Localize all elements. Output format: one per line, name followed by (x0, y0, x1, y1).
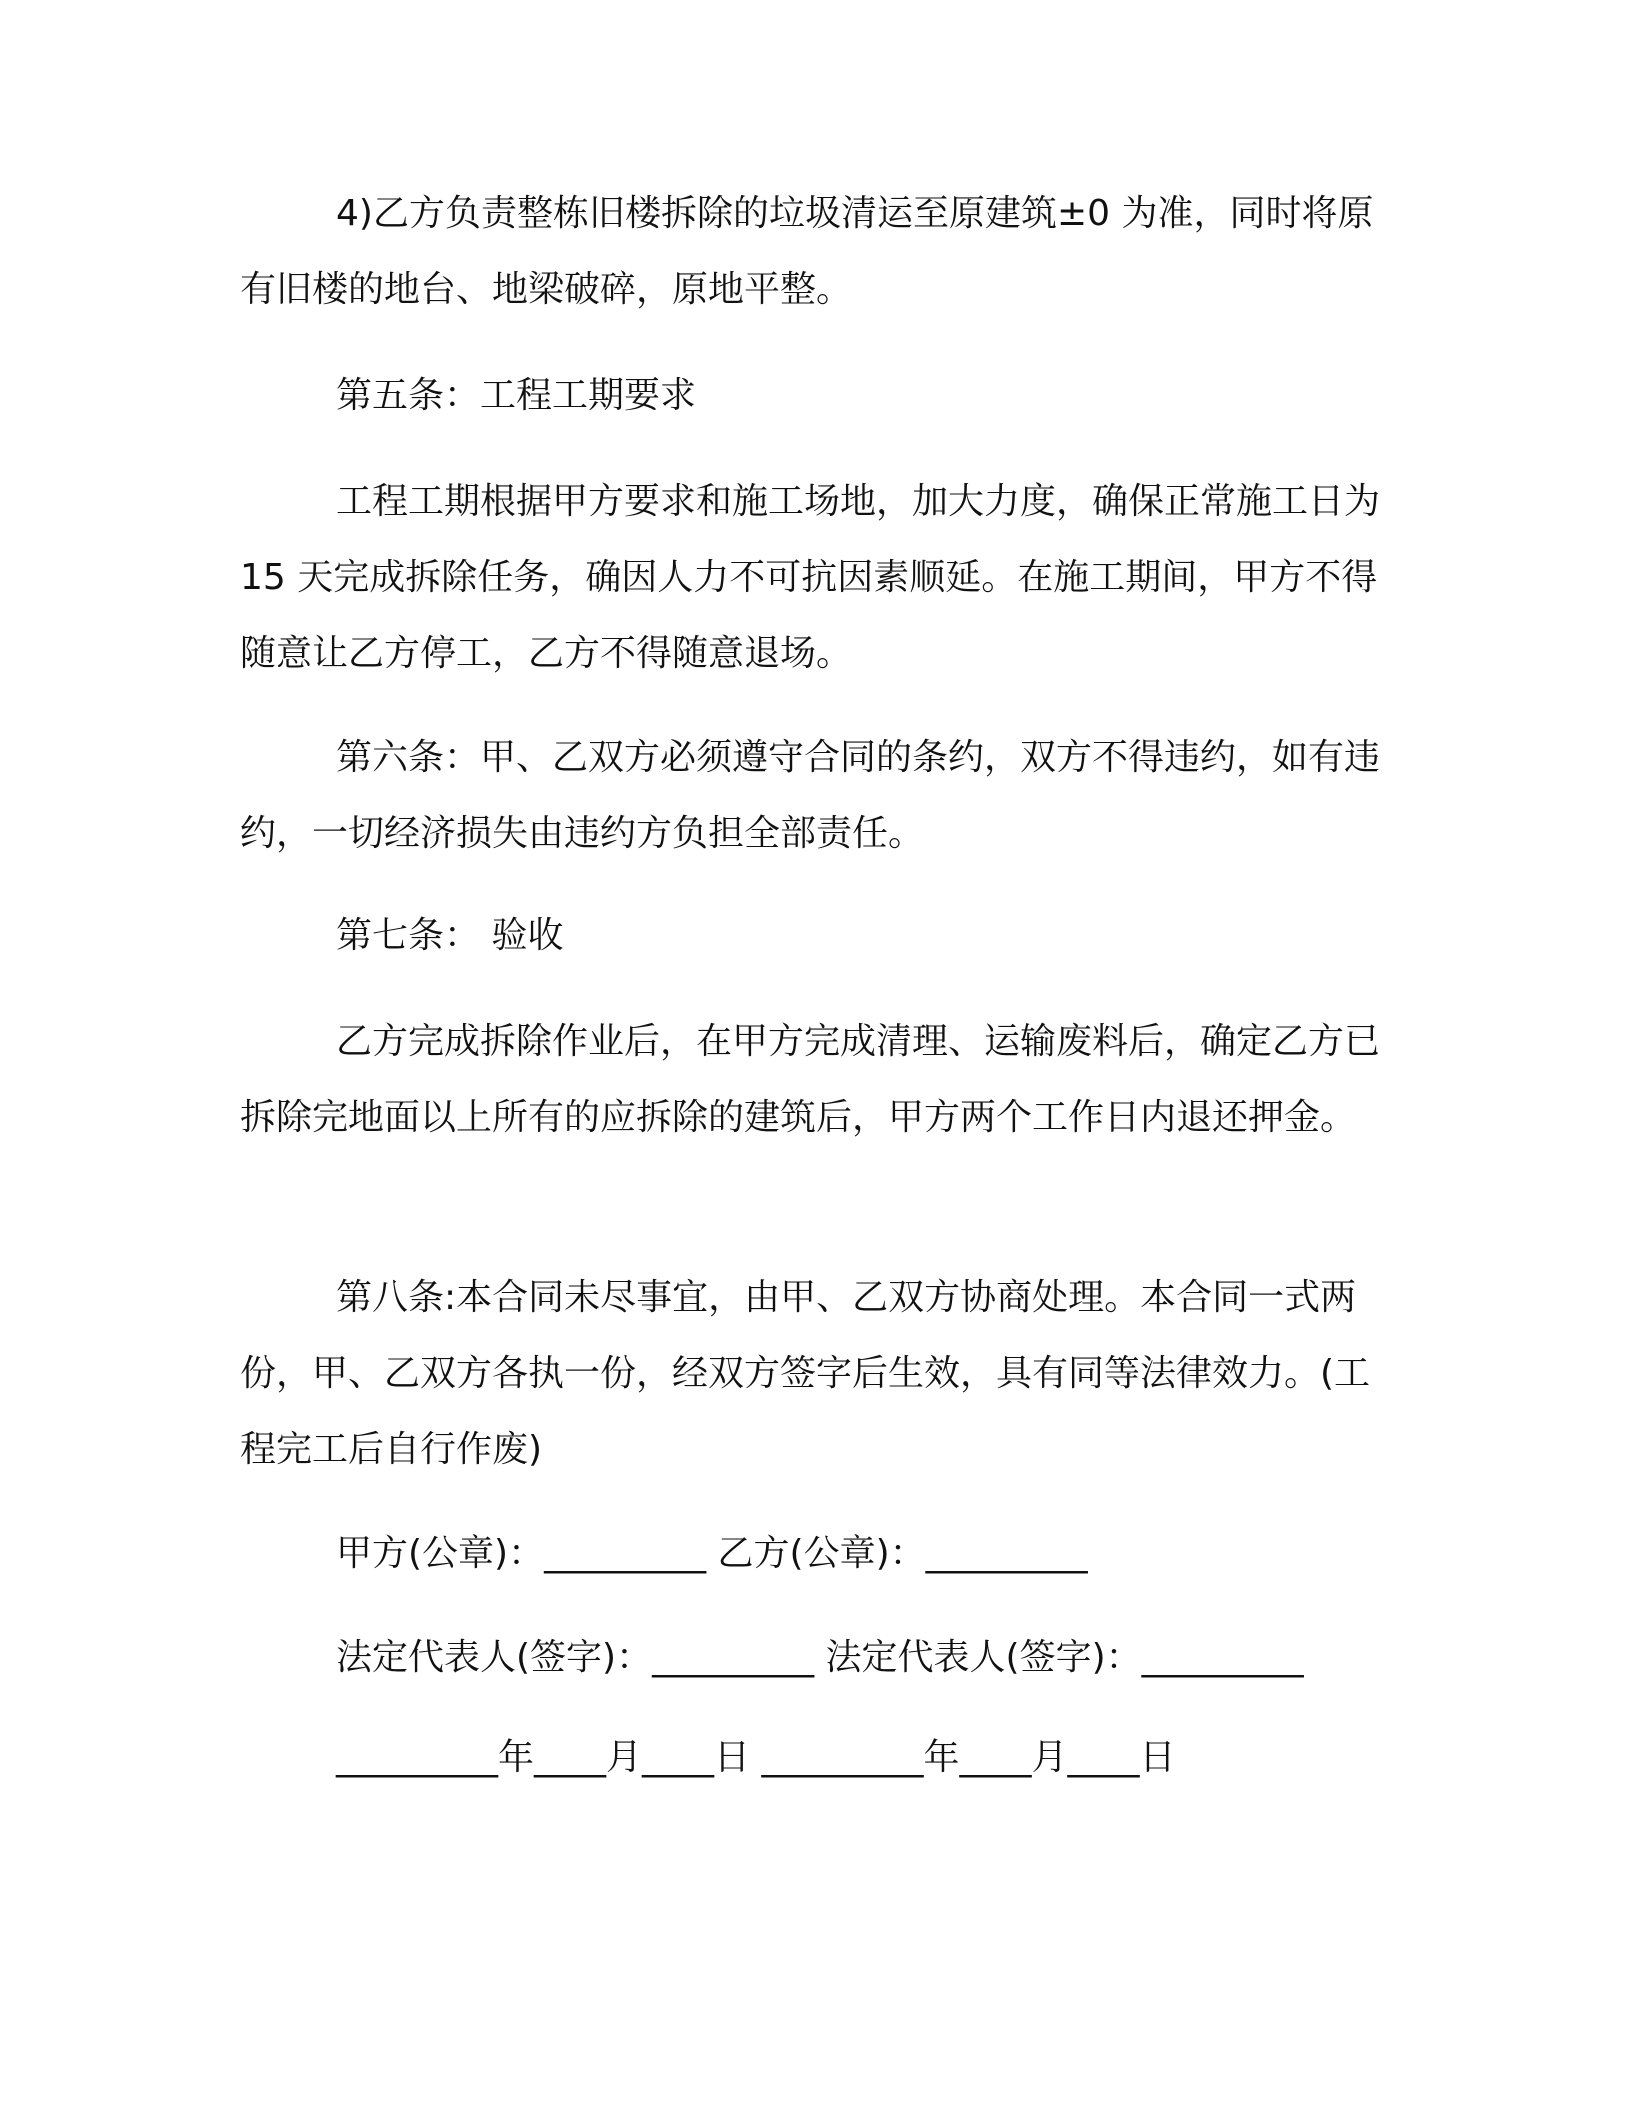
signature-line-seal: 甲方(公章)：_________ 乙方(公章)：_________ (336, 1533, 1088, 1574)
heading-article-7: 第七条： 验收 (336, 915, 564, 956)
paragraph-article-8: 第八条:本合同未尽事宜，由甲、乙双方协商处理。本合同一式两份，甲、乙双方各执一份，经双方签字后生效，具有同等法律效力。(工程完工后自行作废) (240, 1277, 1371, 1470)
signature-line-representative: 法定代表人(签字)：_________ 法定代表人(签字)：_________ (336, 1637, 1304, 1678)
heading-article-5: 第五条：工程工期要求 (336, 375, 697, 416)
paragraph-construction-period: 工程工期根据甲方要求和施工场地，加大力度，确保正常施工日为 15 天完成拆除任务，确因人力不可抗因素顺延。在施工期间，甲方不得随意让乙方停工，乙方不得随意退场。 (240, 481, 1381, 674)
signature-line-date: _________年____月____日 _________年____月____日 (336, 1737, 1176, 1778)
paragraph-demolition-cleanup: 4)乙方负责整栋旧楼拆除的垃圾清运至原建筑±0 为准，同时将原有旧楼的地台、地梁破碎，原地平整。 (240, 193, 1374, 310)
paragraph-article-6: 第六条：甲、乙双方必须遵守合同的条约，双方不得违约，如有违约，一切经济损失由违约方负担全部责任。 (240, 737, 1381, 854)
paragraph-acceptance: 乙方完成拆除作业后，在甲方完成清理、运输废料后，确定乙方已拆除完地面以上所有的应拆除的建筑后，甲方两个工作日内退还押金。 (240, 1021, 1381, 1138)
